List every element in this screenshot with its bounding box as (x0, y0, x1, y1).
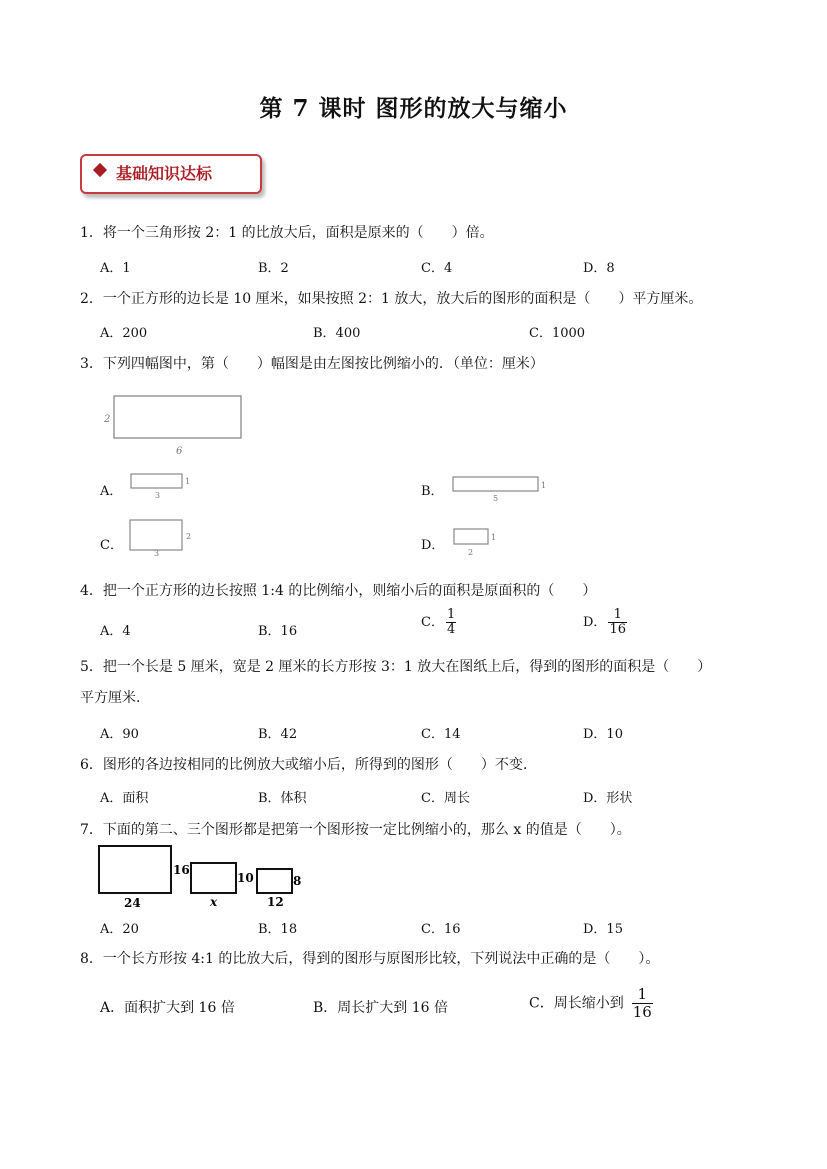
q7-option-b: B．18 (258, 922, 298, 937)
q7-fig1-width: 24 (124, 896, 141, 910)
q7-fig2-width: x (210, 895, 218, 909)
question-8: 8．一个长方形按 4:1 的比放大后，得到的图形与原图形比较，下列说法中正确的是（ ）。 (80, 951, 660, 967)
q3-option-a: A． (100, 484, 123, 499)
q1-option-c: C．4 (421, 261, 453, 276)
q2-option-b: B．400 (313, 326, 361, 341)
q7-fig3-width: 12 (267, 895, 284, 909)
q1-option-a: A．1 (100, 261, 131, 276)
q3-figure-c (126, 517, 198, 557)
q8-option-c-label: C．周长缩小到 (529, 995, 624, 1012)
q3-b-width: 5 (493, 494, 499, 502)
q4-option-d (583, 608, 627, 637)
page-title: 第 7 课时 图形的放大与缩小 (259, 95, 568, 122)
q3-option-d: D． (421, 538, 445, 553)
q4-option-a: A．4 (100, 624, 131, 639)
q4-c-fraction (446, 608, 456, 637)
q3-figure-b (448, 472, 548, 502)
q8-c-fraction (632, 986, 653, 1021)
q4-option-c-label: C． (421, 615, 444, 630)
q5-option-b: B．42 (258, 727, 298, 742)
question-7: 7．下面的第二、三个图形都是把第一个图形按一定比例缩小的，那么 x 的值是（ ）。 (80, 822, 631, 838)
q3-main-height: 2 (104, 414, 111, 425)
q6-option-b: B．体积 (258, 791, 307, 806)
q4-d-fraction (608, 608, 627, 637)
q8-option-c (529, 986, 653, 1021)
q3-main-width: 6 (176, 446, 183, 457)
q7-option-c: C．16 (421, 922, 461, 937)
q3-d-height: 1 (491, 533, 497, 542)
q3-a-width: 3 (155, 491, 161, 500)
question-6: 6．图形的各边按相同的比例放大或缩小后，所得到的图形（ ）不变. (80, 757, 528, 773)
q4-option-c (421, 608, 456, 637)
q4-d-numerator: 1 (608, 608, 627, 623)
question-4: 4．把一个正方形的边长按照 1:4 的比例缩小，则缩小后的面积是原面积的（ ） (80, 583, 597, 599)
q4-c-numerator: 1 (446, 607, 456, 622)
q8-option-a: A．面积扩大到 16 倍 (100, 1000, 235, 1016)
q3-d-width: 2 (468, 548, 474, 557)
q5-option-d: D．10 (583, 727, 623, 742)
q7-fig2-height: 10 (237, 871, 254, 885)
q6-option-c: C．周长 (421, 791, 470, 806)
q5-option-c: C．14 (421, 727, 461, 742)
q7-figures (96, 843, 316, 911)
q8-c-numerator: 1 (632, 986, 653, 1004)
q3-c-height: 2 (186, 532, 192, 541)
q2-option-c: C．1000 (529, 326, 586, 341)
q2-option-a: A．200 (100, 326, 148, 341)
q7-fig1-height: 16 (173, 863, 190, 877)
q1-option-d: D．8 (583, 261, 615, 276)
q5-option-a: A．90 (100, 727, 139, 742)
q8-option-b: B．周长扩大到 16 倍 (313, 1000, 449, 1016)
q3-figure-a (128, 470, 198, 500)
q3-figure-d (451, 526, 501, 558)
section-label: 基础知识达标 (116, 164, 213, 183)
q4-c-denominator: 4 (446, 622, 456, 637)
question-5: 5．把一个长是 5 厘米，宽是 2 厘米的长方形按 3：1 放大在图纸上后，得到的图形的面积是（ ） (80, 659, 712, 675)
q3-option-b: B． (421, 484, 444, 499)
q1-option-b: B．2 (258, 261, 289, 276)
q3-c-width: 3 (154, 549, 160, 557)
q6-option-a: A．面积 (100, 791, 149, 806)
q3-option-c: C． (100, 538, 123, 553)
question-3: 3．下列四幅图中，第（ ）幅图是由左图按比例缩小的．（单位：厘米） (80, 356, 544, 372)
q4-d-denominator: 16 (609, 622, 626, 637)
q3-b-height: 1 (541, 481, 547, 490)
q7-option-d: D．15 (583, 922, 623, 937)
question-1: 1．将一个三角形按 2：1 的比放大后，面积是原来的（ ）倍。 (80, 225, 494, 241)
q8-c-denominator: 16 (632, 1003, 652, 1021)
q3-a-height: 1 (185, 477, 191, 486)
q4-option-b: B．16 (258, 624, 298, 639)
question-5-continued: 平方厘米. (80, 690, 141, 706)
question-2: 2．一个正方形的边长是 10 厘米，如果按照 2：1 放大，放大后的图形的面积是（ ）平方厘米。 (80, 291, 703, 307)
q7-option-a: A．20 (100, 922, 139, 937)
q3-main-figure (98, 390, 258, 458)
q6-option-d: D．形状 (583, 791, 633, 806)
q4-option-d-label: D． (583, 615, 607, 630)
q7-fig3-height: 8 (293, 874, 302, 888)
